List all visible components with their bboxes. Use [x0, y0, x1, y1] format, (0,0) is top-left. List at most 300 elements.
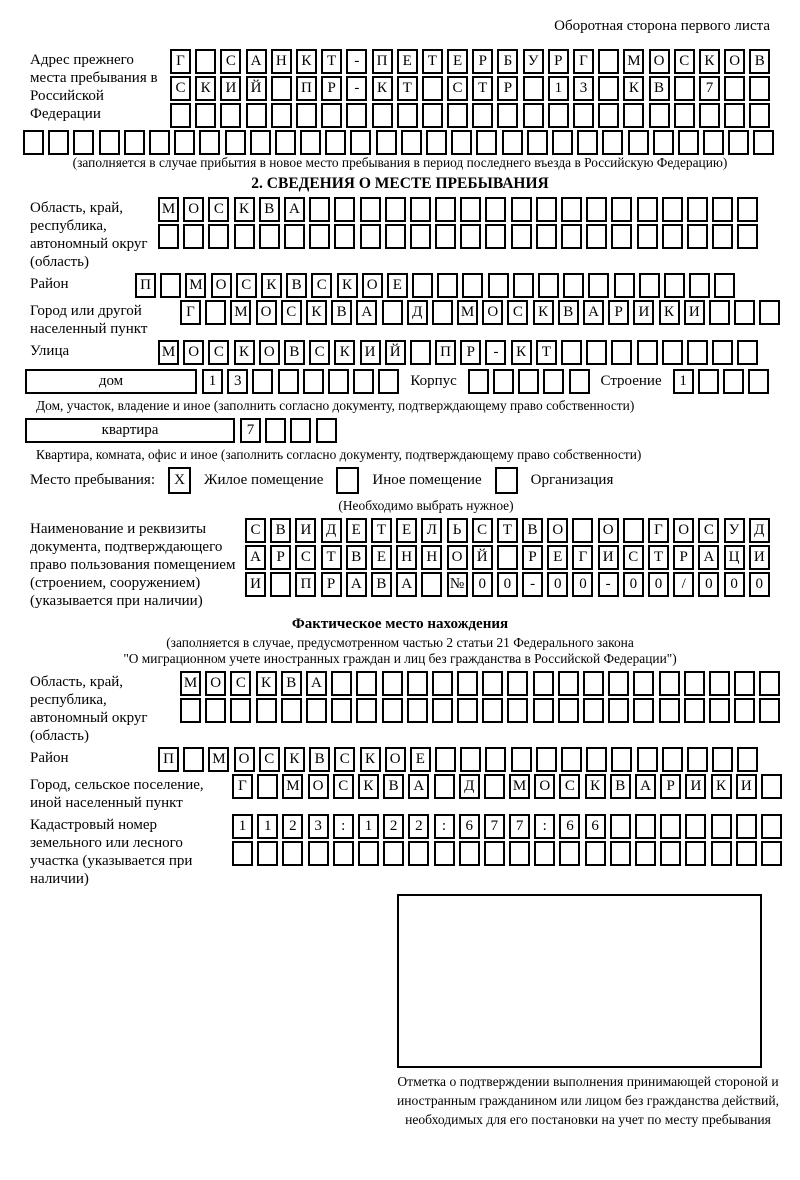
char-box[interactable]: И — [295, 518, 316, 543]
char-box[interactable]: О — [259, 340, 280, 365]
char-box[interactable]: / — [673, 572, 694, 597]
char-box[interactable]: : — [434, 814, 455, 839]
char-box[interactable]: С — [623, 545, 644, 570]
char-box[interactable]: А — [698, 545, 719, 570]
char-box[interactable] — [158, 224, 179, 249]
char-box[interactable] — [282, 841, 303, 866]
char-box[interactable] — [608, 698, 629, 723]
char-box[interactable]: - — [485, 340, 506, 365]
char-box[interactable] — [573, 103, 594, 128]
char-box[interactable]: В — [259, 197, 280, 222]
char-box[interactable] — [462, 273, 483, 298]
char-box[interactable]: 0 — [497, 572, 518, 597]
char-box[interactable] — [598, 49, 619, 74]
char-box[interactable]: И — [749, 545, 770, 570]
char-box[interactable]: Р — [321, 76, 342, 101]
char-box[interactable] — [174, 130, 195, 155]
char-box[interactable]: О — [362, 273, 383, 298]
char-box[interactable] — [447, 103, 468, 128]
char-box[interactable] — [558, 671, 579, 696]
char-box[interactable] — [518, 369, 539, 394]
char-box[interactable]: С — [334, 747, 355, 772]
char-box[interactable] — [99, 130, 120, 155]
char-box[interactable]: Р — [522, 545, 543, 570]
char-box[interactable] — [435, 197, 456, 222]
char-box[interactable] — [559, 841, 580, 866]
char-box[interactable]: А — [346, 572, 367, 597]
char-box[interactable] — [759, 300, 780, 325]
char-box[interactable]: К — [358, 774, 379, 799]
char-box[interactable]: И — [245, 572, 266, 597]
char-box[interactable]: В — [749, 49, 770, 74]
char-box[interactable] — [372, 103, 393, 128]
char-box[interactable] — [410, 340, 431, 365]
char-box[interactable]: Е — [447, 49, 468, 74]
char-box[interactable] — [485, 224, 506, 249]
char-box[interactable] — [457, 671, 478, 696]
char-box[interactable]: Й — [385, 340, 406, 365]
char-box[interactable] — [468, 369, 489, 394]
char-box[interactable] — [333, 841, 354, 866]
char-box[interactable]: Т — [371, 518, 392, 543]
char-box[interactable] — [761, 841, 782, 866]
char-box[interactable] — [611, 747, 632, 772]
char-box[interactable]: П — [296, 76, 317, 101]
char-box[interactable]: 1 — [202, 369, 223, 394]
char-box[interactable]: Е — [371, 545, 392, 570]
char-box[interactable] — [360, 197, 381, 222]
char-box[interactable]: : — [333, 814, 354, 839]
char-box[interactable] — [385, 197, 406, 222]
char-box[interactable]: К — [711, 774, 732, 799]
char-box[interactable]: Р — [270, 545, 291, 570]
char-box[interactable] — [472, 103, 493, 128]
char-box[interactable]: 7 — [240, 418, 261, 443]
char-box[interactable]: С — [472, 518, 493, 543]
char-box[interactable] — [533, 671, 554, 696]
char-box[interactable] — [711, 814, 732, 839]
char-box[interactable] — [401, 130, 422, 155]
char-box[interactable]: Г — [180, 300, 201, 325]
char-box[interactable]: 3 — [308, 814, 329, 839]
char-box[interactable]: Р — [608, 300, 629, 325]
char-box[interactable] — [331, 671, 352, 696]
char-box[interactable]: 6 — [459, 814, 480, 839]
char-box[interactable] — [434, 841, 455, 866]
char-box[interactable]: К — [585, 774, 606, 799]
char-box[interactable]: О — [308, 774, 329, 799]
char-box[interactable] — [598, 103, 619, 128]
char-box[interactable] — [533, 698, 554, 723]
char-box[interactable] — [484, 841, 505, 866]
char-box[interactable] — [689, 273, 710, 298]
char-box[interactable]: О — [649, 49, 670, 74]
char-box[interactable] — [259, 224, 280, 249]
char-box[interactable]: П — [435, 340, 456, 365]
char-box[interactable] — [195, 103, 216, 128]
char-box[interactable] — [527, 130, 548, 155]
char-box[interactable]: : — [534, 814, 555, 839]
char-box[interactable] — [422, 76, 443, 101]
char-box[interactable]: К — [284, 747, 305, 772]
char-box[interactable] — [73, 130, 94, 155]
char-box[interactable]: В — [281, 671, 302, 696]
char-box[interactable] — [583, 698, 604, 723]
char-box[interactable] — [628, 130, 649, 155]
char-box[interactable] — [358, 841, 379, 866]
char-box[interactable] — [234, 224, 255, 249]
char-box[interactable] — [484, 774, 505, 799]
char-box[interactable]: Т — [321, 49, 342, 74]
char-box[interactable] — [759, 698, 780, 723]
char-box[interactable]: Е — [547, 545, 568, 570]
char-box[interactable]: 1 — [673, 369, 694, 394]
char-box[interactable] — [610, 841, 631, 866]
char-box[interactable] — [709, 300, 730, 325]
char-box[interactable] — [685, 814, 706, 839]
char-box[interactable] — [678, 130, 699, 155]
char-box[interactable] — [437, 273, 458, 298]
char-box[interactable] — [256, 698, 277, 723]
char-box[interactable]: С — [208, 197, 229, 222]
char-box[interactable]: К — [623, 76, 644, 101]
char-box[interactable]: Е — [410, 747, 431, 772]
char-box[interactable]: Н — [271, 49, 292, 74]
char-box[interactable] — [561, 747, 582, 772]
char-box[interactable] — [660, 841, 681, 866]
char-box[interactable]: 0 — [749, 572, 770, 597]
char-box[interactable]: А — [408, 774, 429, 799]
char-box[interactable]: Н — [396, 545, 417, 570]
char-box[interactable] — [350, 130, 371, 155]
char-box[interactable] — [685, 841, 706, 866]
char-box[interactable] — [536, 747, 557, 772]
char-box[interactable]: 7 — [699, 76, 720, 101]
char-box[interactable] — [149, 130, 170, 155]
char-box[interactable] — [205, 698, 226, 723]
char-box[interactable] — [633, 698, 654, 723]
char-box[interactable] — [561, 340, 582, 365]
char-box[interactable] — [662, 747, 683, 772]
char-box[interactable] — [296, 103, 317, 128]
char-box[interactable] — [737, 747, 758, 772]
char-box[interactable] — [749, 103, 770, 128]
char-box[interactable]: И — [360, 340, 381, 365]
char-box[interactable]: 6 — [559, 814, 580, 839]
char-box[interactable] — [635, 841, 656, 866]
char-box[interactable] — [160, 273, 181, 298]
char-box[interactable] — [208, 224, 229, 249]
char-box[interactable]: К — [256, 671, 277, 696]
char-box[interactable] — [257, 841, 278, 866]
char-box[interactable] — [511, 747, 532, 772]
char-box[interactable] — [712, 197, 733, 222]
char-box[interactable]: О — [724, 49, 745, 74]
char-box[interactable] — [653, 130, 674, 155]
char-box[interactable] — [509, 841, 530, 866]
char-box[interactable] — [434, 774, 455, 799]
char-box[interactable]: С — [220, 49, 241, 74]
char-box[interactable] — [523, 103, 544, 128]
char-box[interactable]: Т — [536, 340, 557, 365]
char-box[interactable]: К — [360, 747, 381, 772]
char-box[interactable] — [572, 518, 593, 543]
char-box[interactable]: С — [311, 273, 332, 298]
char-box[interactable] — [536, 224, 557, 249]
char-box[interactable]: 1 — [232, 814, 253, 839]
char-box[interactable] — [684, 671, 705, 696]
char-box[interactable]: П — [295, 572, 316, 597]
char-box[interactable]: К — [372, 76, 393, 101]
char-box[interactable] — [736, 841, 757, 866]
char-box[interactable] — [662, 197, 683, 222]
char-box[interactable]: И — [736, 774, 757, 799]
char-box[interactable] — [586, 224, 607, 249]
char-box[interactable]: У — [724, 518, 745, 543]
char-box[interactable] — [583, 671, 604, 696]
char-box[interactable]: О — [256, 300, 277, 325]
char-box[interactable] — [346, 103, 367, 128]
char-box[interactable]: В — [558, 300, 579, 325]
char-box[interactable]: О — [183, 340, 204, 365]
char-box[interactable]: Г — [573, 49, 594, 74]
char-box[interactable] — [761, 814, 782, 839]
char-box[interactable] — [724, 103, 745, 128]
char-box[interactable] — [637, 340, 658, 365]
char-box[interactable] — [635, 814, 656, 839]
char-box[interactable]: С — [559, 774, 580, 799]
char-box[interactable] — [698, 369, 719, 394]
char-box[interactable] — [485, 197, 506, 222]
char-box[interactable] — [281, 698, 302, 723]
char-box[interactable] — [552, 130, 573, 155]
char-box[interactable]: В — [371, 572, 392, 597]
char-box[interactable] — [278, 369, 299, 394]
char-box[interactable] — [687, 747, 708, 772]
char-box[interactable] — [497, 103, 518, 128]
char-box[interactable]: М — [282, 774, 303, 799]
char-box[interactable]: В — [270, 518, 291, 543]
char-box[interactable] — [265, 418, 286, 443]
char-box[interactable]: И — [220, 76, 241, 101]
char-box[interactable] — [637, 224, 658, 249]
char-box[interactable] — [538, 273, 559, 298]
char-box[interactable]: 0 — [472, 572, 493, 597]
char-box[interactable] — [385, 224, 406, 249]
char-box[interactable] — [749, 76, 770, 101]
char-box[interactable] — [300, 130, 321, 155]
char-box[interactable]: Т — [648, 545, 669, 570]
char-box[interactable]: К — [511, 340, 532, 365]
checkbox-organizatsiya[interactable] — [495, 467, 518, 494]
char-box[interactable] — [614, 273, 635, 298]
char-box[interactable] — [649, 103, 670, 128]
char-box[interactable] — [507, 671, 528, 696]
char-box[interactable]: Д — [459, 774, 480, 799]
char-box[interactable] — [608, 671, 629, 696]
char-box[interactable]: 0 — [623, 572, 644, 597]
char-box[interactable] — [383, 841, 404, 866]
char-box[interactable] — [407, 671, 428, 696]
char-box[interactable] — [712, 747, 733, 772]
char-box[interactable]: С — [447, 76, 468, 101]
char-box[interactable] — [712, 340, 733, 365]
char-box[interactable]: С — [309, 340, 330, 365]
char-box[interactable]: Р — [673, 545, 694, 570]
char-box[interactable] — [736, 814, 757, 839]
char-box[interactable]: Е — [397, 49, 418, 74]
char-box[interactable] — [723, 369, 744, 394]
char-box[interactable] — [761, 774, 782, 799]
char-box[interactable]: 3 — [573, 76, 594, 101]
char-box[interactable]: Р — [497, 76, 518, 101]
char-box[interactable]: 1 — [358, 814, 379, 839]
char-box[interactable]: А — [245, 545, 266, 570]
char-box[interactable] — [23, 130, 44, 155]
char-box[interactable]: Е — [387, 273, 408, 298]
char-box[interactable]: С — [236, 273, 257, 298]
char-box[interactable] — [435, 224, 456, 249]
char-box[interactable] — [435, 747, 456, 772]
kvartira-box[interactable]: квартира — [25, 418, 235, 443]
char-box[interactable] — [561, 197, 582, 222]
char-box[interactable] — [709, 671, 730, 696]
char-box[interactable] — [325, 130, 346, 155]
char-box[interactable]: А — [246, 49, 267, 74]
char-box[interactable]: Д — [321, 518, 342, 543]
char-box[interactable] — [331, 698, 352, 723]
char-box[interactable] — [328, 369, 349, 394]
char-box[interactable] — [230, 698, 251, 723]
char-box[interactable]: В — [331, 300, 352, 325]
char-box[interactable]: С — [698, 518, 719, 543]
char-box[interactable] — [309, 224, 330, 249]
char-box[interactable] — [577, 130, 598, 155]
char-box[interactable] — [674, 76, 695, 101]
char-box[interactable]: О — [447, 545, 468, 570]
char-box[interactable]: Б — [497, 49, 518, 74]
char-box[interactable]: М — [208, 747, 229, 772]
char-box[interactable] — [309, 197, 330, 222]
char-box[interactable]: А — [356, 300, 377, 325]
char-box[interactable] — [48, 130, 69, 155]
char-box[interactable] — [360, 224, 381, 249]
char-box[interactable] — [662, 340, 683, 365]
char-box[interactable] — [426, 130, 447, 155]
char-box[interactable]: М — [623, 49, 644, 74]
char-box[interactable] — [586, 197, 607, 222]
char-box[interactable]: Р — [472, 49, 493, 74]
char-box[interactable] — [687, 340, 708, 365]
char-box[interactable]: К — [337, 273, 358, 298]
char-box[interactable] — [232, 841, 253, 866]
char-box[interactable]: К — [699, 49, 720, 74]
char-box[interactable] — [316, 418, 337, 443]
char-box[interactable]: 7 — [509, 814, 530, 839]
char-box[interactable]: Р — [660, 774, 681, 799]
char-box[interactable] — [183, 747, 204, 772]
char-box[interactable] — [753, 130, 774, 155]
char-box[interactable] — [511, 224, 532, 249]
char-box[interactable] — [397, 103, 418, 128]
char-box[interactable] — [611, 197, 632, 222]
char-box[interactable] — [611, 340, 632, 365]
char-box[interactable] — [334, 197, 355, 222]
char-box[interactable] — [284, 224, 305, 249]
char-box[interactable]: О — [673, 518, 694, 543]
char-box[interactable] — [759, 671, 780, 696]
char-box[interactable] — [711, 841, 732, 866]
char-box[interactable]: Ь — [447, 518, 468, 543]
char-box[interactable] — [303, 369, 324, 394]
char-box[interactable] — [250, 130, 271, 155]
char-box[interactable]: О — [547, 518, 568, 543]
char-box[interactable] — [270, 572, 291, 597]
char-box[interactable] — [353, 369, 374, 394]
char-box[interactable]: - — [346, 76, 367, 101]
char-box[interactable]: 6 — [585, 814, 606, 839]
char-box[interactable] — [511, 197, 532, 222]
char-box[interactable] — [569, 369, 590, 394]
char-box[interactable] — [460, 197, 481, 222]
char-box[interactable]: О — [598, 518, 619, 543]
char-box[interactable] — [724, 76, 745, 101]
char-box[interactable] — [714, 273, 735, 298]
char-box[interactable]: Т — [422, 49, 443, 74]
char-box[interactable] — [476, 130, 497, 155]
char-box[interactable] — [659, 671, 680, 696]
char-box[interactable]: А — [284, 197, 305, 222]
char-box[interactable]: № — [447, 572, 468, 597]
char-box[interactable]: 2 — [383, 814, 404, 839]
char-box[interactable] — [321, 103, 342, 128]
char-box[interactable]: Г — [170, 49, 191, 74]
char-box[interactable]: К — [533, 300, 554, 325]
char-box[interactable]: О — [205, 671, 226, 696]
char-box[interactable] — [502, 130, 523, 155]
char-box[interactable]: В — [286, 273, 307, 298]
char-box[interactable] — [422, 103, 443, 128]
char-box[interactable]: 0 — [724, 572, 745, 597]
char-box[interactable]: С — [295, 545, 316, 570]
char-box[interactable] — [687, 224, 708, 249]
char-box[interactable] — [451, 130, 472, 155]
char-box[interactable] — [482, 671, 503, 696]
char-box[interactable] — [225, 130, 246, 155]
char-box[interactable]: В — [610, 774, 631, 799]
char-box[interactable]: П — [372, 49, 393, 74]
char-box[interactable] — [737, 197, 758, 222]
char-box[interactable]: Н — [421, 545, 442, 570]
char-box[interactable] — [737, 340, 758, 365]
char-box[interactable] — [271, 76, 292, 101]
char-box[interactable] — [183, 224, 204, 249]
char-box[interactable]: И — [633, 300, 654, 325]
char-box[interactable]: Д — [749, 518, 770, 543]
char-box[interactable] — [493, 369, 514, 394]
char-box[interactable] — [432, 671, 453, 696]
char-box[interactable]: Г — [648, 518, 669, 543]
char-box[interactable] — [637, 197, 658, 222]
char-box[interactable] — [633, 671, 654, 696]
char-box[interactable]: О — [534, 774, 555, 799]
char-box[interactable]: П — [158, 747, 179, 772]
char-box[interactable] — [674, 103, 695, 128]
char-box[interactable] — [561, 224, 582, 249]
char-box[interactable]: - — [598, 572, 619, 597]
char-box[interactable]: В — [284, 340, 305, 365]
char-box[interactable] — [586, 340, 607, 365]
